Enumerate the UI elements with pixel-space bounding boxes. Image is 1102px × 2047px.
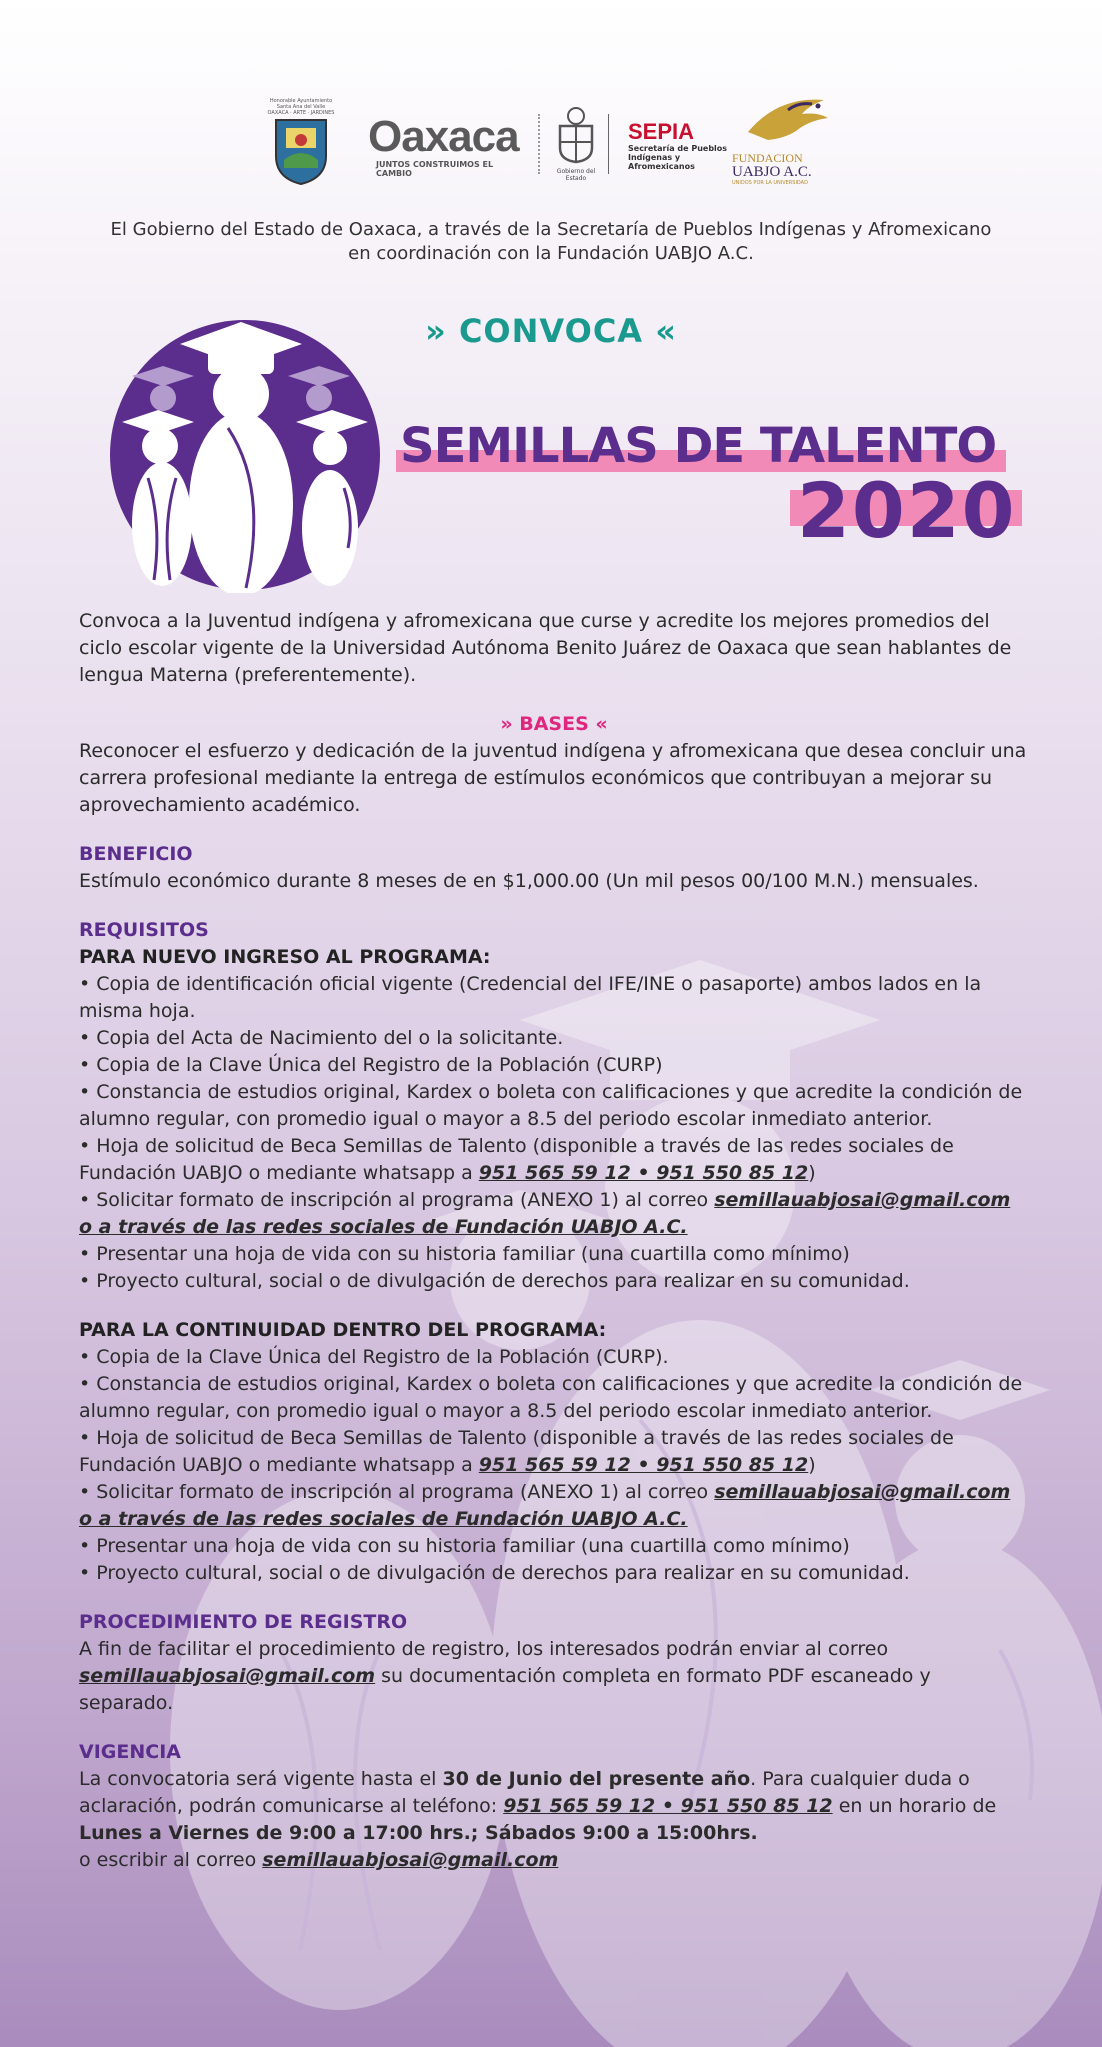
- vigencia-text-a: La convocatoria será vigente hasta el: [79, 1768, 443, 1790]
- gobierno-label: Gobierno del Estado: [556, 168, 596, 182]
- email-link[interactable]: semillauabjosai@gmail.com: [714, 1481, 1011, 1503]
- email-link[interactable]: semillauabjosai@gmail.com: [79, 1665, 376, 1687]
- header-logos: [0, 92, 1102, 192]
- municipal-seal-text: Honorable Ayuntamiento Santa Ana del Valle: [269, 98, 333, 110]
- logo-divider: [538, 114, 541, 174]
- nuevo-ingreso-heading: PARA NUEVO INGRESO AL PROGRAMA:: [79, 946, 491, 968]
- close-paren: ): [808, 1162, 816, 1184]
- procedimiento-text-a: A fin de facilitar el procedimiento de registro, los interesados podrán enviar al correo: [79, 1638, 889, 1660]
- list-item-text: • Hoja de solicitud de Beca Semillas de Talento (disponible a través de las redes sociales de Fundación UABJO o mediante whatsapp a: [79, 1427, 954, 1476]
- fundacion-line-1: FUNDACION: [732, 151, 803, 165]
- graduates-circle-illustration: [108, 318, 383, 593]
- list-item-text: • Hoja de solicitud de Beca Semillas de Talento (disponible a través de las redes sociales de Fundación UABJO o mediante whatsapp a: [79, 1135, 954, 1184]
- sepia-sub-2: Indígenas y Afromexicanos: [628, 153, 695, 171]
- municipal-seal: [262, 98, 340, 190]
- procedimiento-text-b: su documentación completa en formato PDF escaneado y separado.: [79, 1665, 931, 1714]
- vigencia-heading: VIGENCIA: [79, 1741, 181, 1763]
- beneficio-heading: BENEFICIO: [79, 843, 193, 865]
- list-item: • Constancia de estudios original, Kardex o boleta con calificaciones y que acredite la condición de alumno regular, con promedio igual o mayor a 8.5 del periodo escolar inmediato anterior.: [79, 1373, 1023, 1422]
- sepia-title: SEPIA: [628, 119, 695, 144]
- eagle-icon: [728, 92, 848, 148]
- sepia-logo: [628, 120, 738, 171]
- intro-line-1: El Gobierno del Estado de Oaxaca, a través de la Secretaría de Pueblos Indígenas y Afromexicano: [110, 219, 992, 240]
- list-item: • Proyecto cultural, social o de divulgación de derechos para realizar en su comunidad.: [79, 1270, 910, 1292]
- list-item: • Copia de identificación oficial vigente (Credencial del IFE/INE o pasaporte) ambos lados en la misma hoja.: [79, 973, 982, 1022]
- list-item: • Copia del Acta de Nacimiento del o la solicitante.: [79, 1027, 564, 1049]
- oaxaca-logo: [368, 114, 528, 184]
- intro-line-2: en coordinación con la Fundación UABJO A.C.: [348, 243, 754, 264]
- vigencia-text-c: en un horario de: [832, 1795, 997, 1817]
- list-item: [79, 1506, 1029, 1533]
- close-paren: ): [808, 1454, 816, 1476]
- hero-title: SEMILLAS DE TALENTO: [400, 418, 997, 474]
- vigencia-text-d: o escribir al correo: [79, 1849, 263, 1871]
- list-item: • Presentar una hoja de vida con su historia familiar (una cuartilla como mínimo): [79, 1535, 850, 1557]
- procedimiento-heading: PROCEDIMIENTO DE REGISTRO: [79, 1611, 408, 1633]
- redes-link[interactable]: o a través de las redes sociales de Fundación UABJO A.C.: [79, 1216, 688, 1238]
- list-item: • Presentar una hoja de vida con su historia familiar (una cuartilla como mínimo): [79, 1243, 850, 1265]
- list-item: [79, 1187, 1029, 1214]
- list-item: • Constancia de estudios original, Kardex o boleta con calificaciones y que acredite la condición de alumno regular, con promedio igual o mayor a 8.5 del periodo escolar inmediato anterior.: [79, 1081, 1023, 1130]
- list-item: • Proyecto cultural, social o de divulgación de derechos para realizar en su comunidad.: [79, 1562, 910, 1584]
- requisitos-heading: REQUISITOS: [79, 919, 209, 941]
- oaxaca-logo-text: Oaxaca: [368, 112, 519, 161]
- coat-of-arms-icon: [262, 116, 340, 186]
- bases-heading: » BASES «: [500, 713, 608, 735]
- procedimiento-text: [79, 1636, 1029, 1717]
- email-link[interactable]: semillauabjosai@gmail.com: [714, 1189, 1011, 1211]
- gobierno-seal: [550, 106, 602, 186]
- main-content: [79, 608, 1029, 1874]
- list-item-text: • Solicitar formato de inscripción al programa (ANEXO 1) al correo: [79, 1189, 715, 1211]
- fundacion-tag: UNIDOS POR LA UNIVERSIDAD: [732, 180, 808, 186]
- sepia-sub-1: Secretaría de Pueblos: [628, 144, 728, 153]
- hero-year: 2020: [797, 466, 1017, 555]
- fundacion-uabjo-logo: [728, 92, 848, 192]
- continuidad-heading: PARA LA CONTINUIDAD DENTRO DEL PROGRAMA:: [79, 1319, 607, 1341]
- logo-divider-2: [608, 114, 609, 174]
- list-item: • Copia de la Clave Única del Registro de la Población (CURP): [79, 1054, 663, 1076]
- vigencia-text-b: . Para cualquier duda o aclaración, podrán comunicarse al teléfono:: [79, 1768, 970, 1817]
- list-item: [79, 1425, 1029, 1479]
- municipal-seal-sub: OAXACA · ARTE · JARDINES: [267, 110, 335, 116]
- bases-text: Reconocer el esfuerzo y dedicación de la juventud indígena y afromexicana que desea concluir una carrera profesional mediante la entrega de estímulos económicos que contribuyan a mejorar su aprovechamiento académico.: [79, 740, 1027, 816]
- oaxaca-slogan: JUNTOS CONSTRUIMOS EL CAMBIO: [376, 160, 494, 178]
- list-item-text: • Solicitar formato de inscripción al programa (ANEXO 1) al correo: [79, 1481, 715, 1503]
- redes-link[interactable]: o a través de las redes sociales de Fundación UABJO A.C.: [79, 1508, 688, 1530]
- fundacion-line-2: UABJO A.C.: [732, 164, 812, 180]
- vigencia-hours: Lunes a Viernes de 9:00 a 17:00 hrs.; Sábados 9:00 a 15:00hrs.: [79, 1822, 758, 1844]
- beneficio-text: Estímulo económico durante 8 meses de en $1,000.00 (Un mil pesos 00/100 M.N.) mensuales.: [79, 870, 979, 892]
- list-item: [79, 1214, 1029, 1241]
- intro-paragraph: Convoca a la Juventud indígena y afromexicana que curse y acredite los mejores promedios del ciclo escolar vigente de la Universidad Autónoma Benito Juárez de Oaxaca que sean hablantes de lengua Materna (preferentemente).: [79, 610, 1012, 686]
- vigencia-date: 30 de Junio del presente año: [442, 1768, 751, 1790]
- list-item: [79, 1479, 1029, 1506]
- email-link[interactable]: semillauabjosai@gmail.com: [262, 1849, 559, 1871]
- vigencia-email-line: [79, 1847, 1029, 1874]
- convoca-heading: » CONVOCA «: [425, 312, 677, 350]
- vigencia-text: [79, 1766, 1029, 1847]
- phone-link[interactable]: 951 565 59 12 • 951 550 85 12: [478, 1454, 809, 1476]
- intro-text: [0, 218, 1102, 266]
- list-item: [79, 1133, 1029, 1187]
- state-seal-icon: [554, 106, 598, 164]
- phone-link[interactable]: 951 565 59 12 • 951 550 85 12: [503, 1795, 833, 1817]
- phone-link[interactable]: 951 565 59 12 • 951 550 85 12: [478, 1162, 809, 1184]
- list-item: • Copia de la Clave Única del Registro de la Población (CURP).: [79, 1346, 669, 1368]
